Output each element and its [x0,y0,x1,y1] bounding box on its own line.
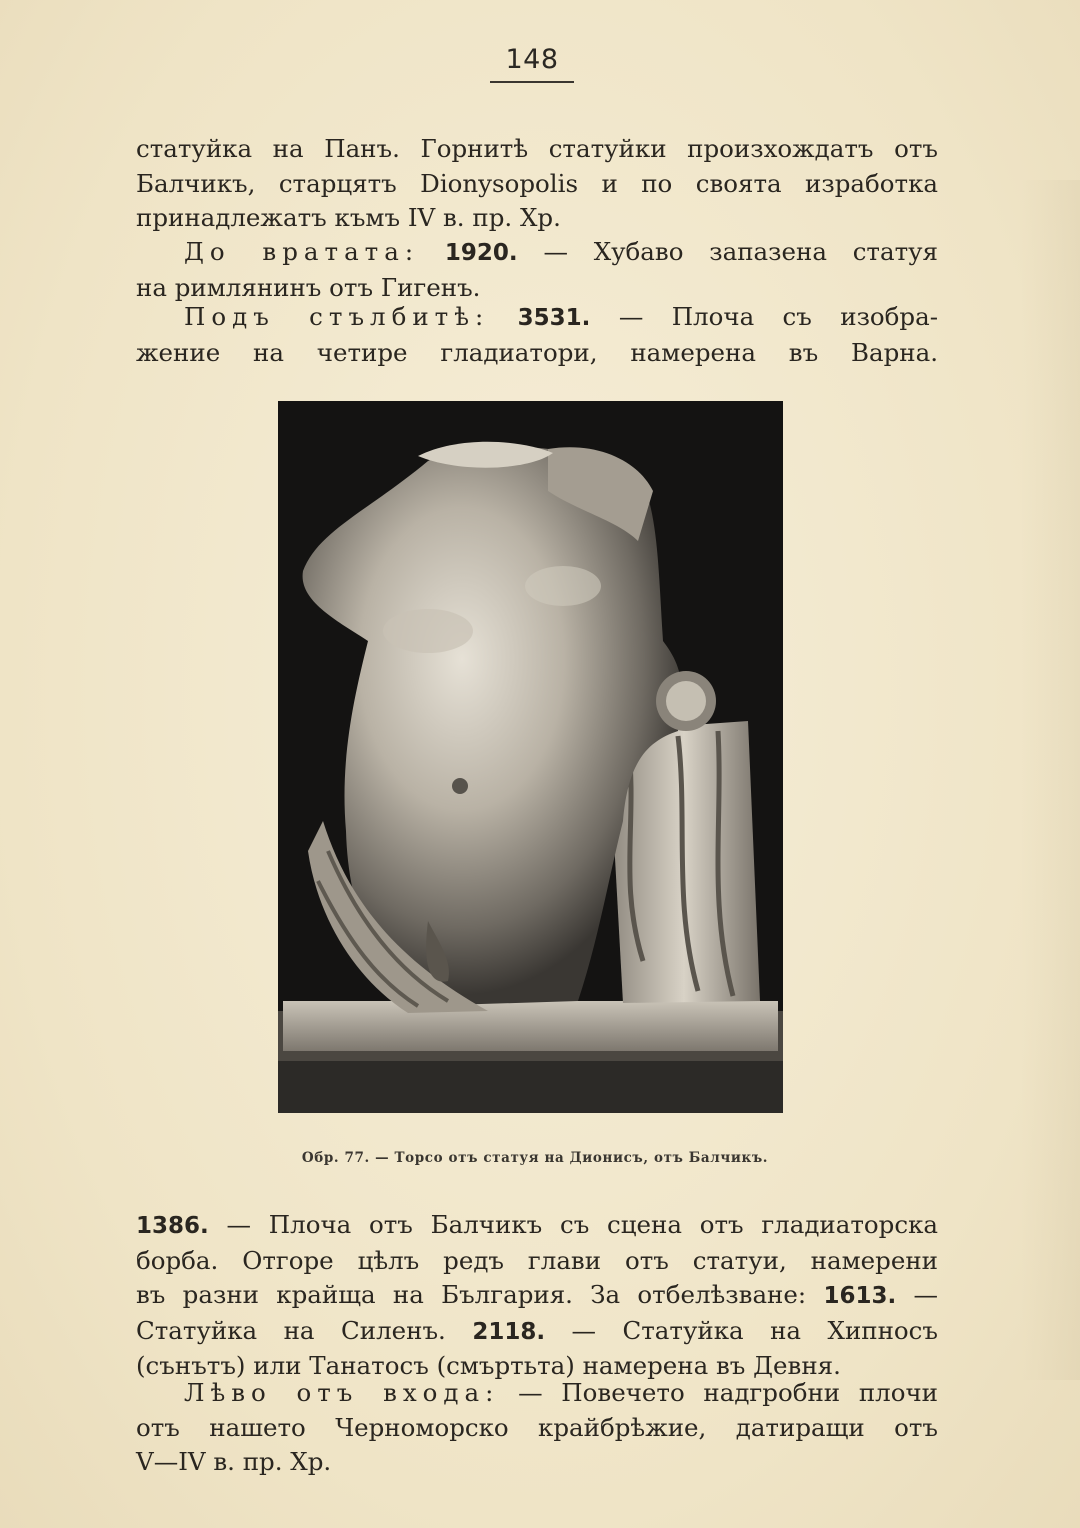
text-line: принадлежатъ къмъ IV в. пр. Хр. [136,203,561,232]
figure-caption: Обр. 77. — Торсо отъ статуя на Дионисъ, отъ Балчикъ. [301,1150,769,1166]
inventory-number: 3531. [517,305,591,331]
text-span: въ разни крайща на България. За отбелѣзване: [136,1280,807,1309]
text-span: — Статуйка на Хипносъ [571,1315,938,1345]
inventory-number: 1613. [823,1283,897,1309]
text-span: — Повечето надгробни плочи [518,1378,938,1407]
torso-illustration [278,401,783,1113]
text-line [136,1278,938,1314]
section-label-left: Лѣво отъ входа: [184,1378,500,1407]
text-span: — Плоча отъ Балчикъ съ сцена отъ гладиаторска [226,1210,938,1239]
text-line: (сънътъ) или Танатосъ (смъртьта) намерена въ Девня. [136,1351,841,1380]
text-line [136,1208,938,1244]
text-line: статуйка на Панъ. Горнитѣ статуйки произхождатъ отъ [136,134,938,163]
page-number-rule [490,81,574,83]
section-label-door: До вратата: [184,237,420,266]
text-line [136,1314,938,1350]
page-number [490,44,574,83]
inventory-number: 1386. [136,1213,209,1239]
paragraph-left-of-entrance [136,1376,938,1480]
paragraph-1386 [136,1208,938,1384]
inventory-number: 1920. [444,240,518,266]
text-line: Балчикъ, старцятъ Dionysopolis и по своята изработка [136,168,938,198]
text-line: V—IV в. пр. Хр. [136,1447,332,1476]
text-line [136,300,938,336]
text-line: на римлянинъ отъ Гигенъ. [136,272,481,302]
text-span: — [913,1280,938,1309]
text-line: отъ нашето Черноморско крайбрѣжие, датиращи отъ [136,1412,938,1442]
paragraph-top [136,132,938,236]
paragraph-door [136,235,938,305]
text-line [136,235,938,271]
paragraph-stairs [136,300,938,370]
page-number-text: 148 [505,44,559,75]
text-span: — Плоча съ изобра- [618,302,939,331]
text-line: жение на четире гладиатори, намерена въ Варна. [136,337,938,367]
section-label-stairs: Подъ стълбитѣ: [184,302,490,331]
text-span: — Хубаво запазена статуя [543,237,939,266]
text-span: Статуйка на Силенъ. [136,1315,446,1345]
inventory-number: 2118. [472,1318,546,1345]
text-line: борба. Отгоре цѣлъ редъ глави отъ статуи, намерени [136,1245,938,1275]
figure-photo-torso [278,401,783,1113]
text-line [136,1376,938,1411]
show-through-shadow [1020,180,1080,1380]
